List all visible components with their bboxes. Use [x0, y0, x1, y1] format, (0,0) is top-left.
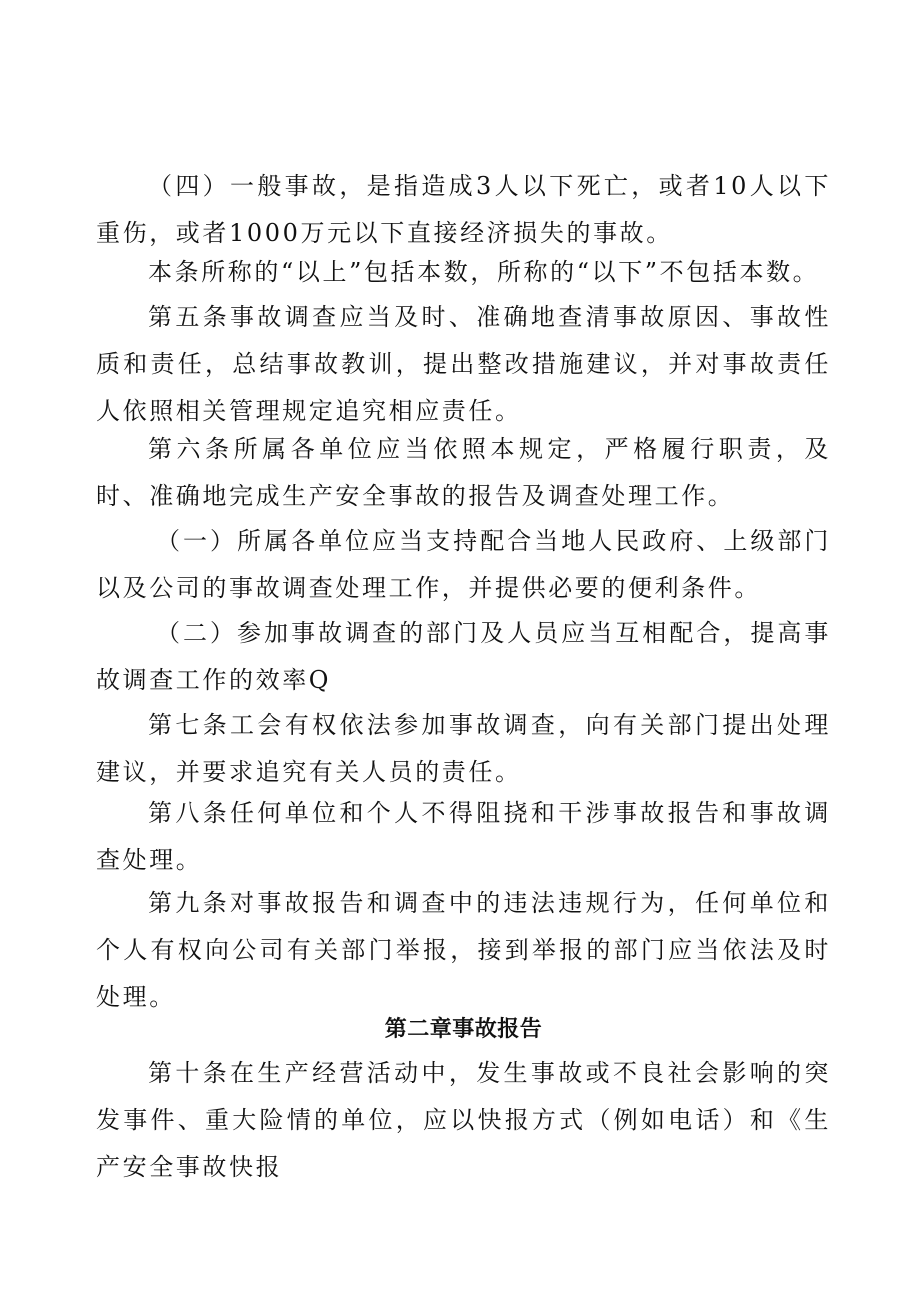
paragraph-article-6: 第六条所属各单位应当依照本规定，严格履行职责，及时、准确地完成生产安全事故的报告及调查处理工作。 [96, 435, 831, 510]
paragraph-article-7: 第七条工会有权依法参加事故调查，向有关部门提出处理建议，并要求追究有关人员的责任。 [96, 711, 831, 786]
paragraph-article-5: 第五条事故调查应当及时、准确地查清事故原因、事故性质和责任，总结事故教训，提出整改措施建议，并对事故责任人依照相关管理规定追究相应责任。 [96, 303, 831, 425]
paragraph-article-10: 第十条在生产经营活动中，发生事故或不良社会影响的突发事件、重大险情的单位，应以快报方式（例如电话）和《生产安全事故快报 [96, 1059, 831, 1181]
paragraph-definition-note: 本条所称的“以上”包括本数，所称的“以下”不包括本数。 [148, 258, 820, 286]
paragraph-article-6-item-2: （二）参加事故调查的部门及人员应当互相配合，提高事故调查工作的效率Q [96, 619, 831, 694]
chapter-heading: 第二章事故报告 [384, 1017, 543, 1042]
paragraph-article-9: 第九条对事故报告和调查中的违法违规行为，任何单位和个人有权向公司有关部门举报，接到举报的部门应当依法及时处理。 [96, 889, 831, 1011]
paragraph-general-accident: （四）一般事故，是指造成3人以下死亡，或者10人以下重伤，或者1000万元以下直接经济损失的事故。 [96, 172, 831, 247]
paragraph-article-6-item-1: （一）所属各单位应当支持配合当地人民政府、上级部门以及公司的事故调查处理工作，并提供必要的便利条件。 [96, 527, 831, 602]
paragraph-article-8: 第八条任何单位和个人不得阻挠和干涉事故报告和事故调查处理。 [96, 799, 831, 874]
